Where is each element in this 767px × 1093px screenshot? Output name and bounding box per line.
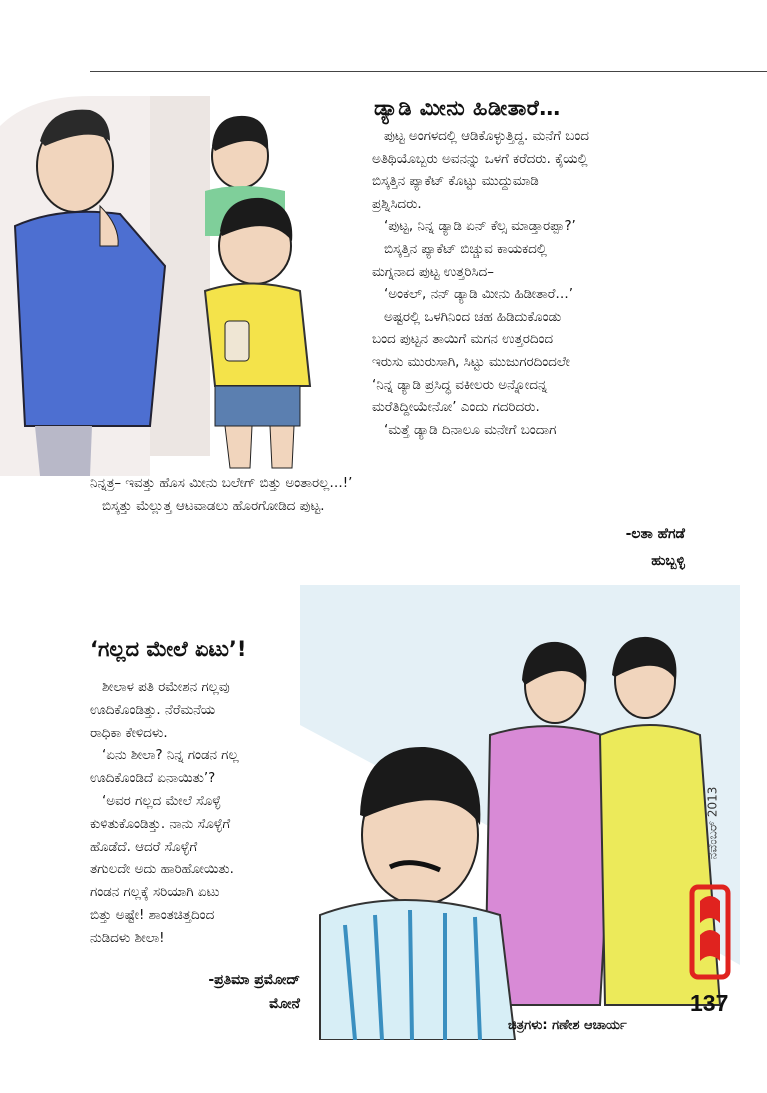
story2-author: -ಪ್ರತಿಮಾ ಪ್ರಮೋದ್ bbox=[208, 972, 300, 988]
story2-line: ಕುಳಿತುಕೊಂಡಿತ್ತು. ನಾನು ಸೊಳ್ಳೆಗೆ bbox=[90, 816, 231, 832]
story1-tail bbox=[90, 472, 690, 518]
story2-line: ಊದಿಕೊಂಡಿತ್ತು. ನೆರೆಮನೆಯ bbox=[90, 702, 216, 718]
story1-line: ಬಿಸ್ಕತ್ತಿನ ಪ್ಯಾಕೆಟ್ ಕೊಟ್ಟು ಮುದ್ದುಮಾಡಿ bbox=[372, 174, 539, 190]
story1-line: ನಿನ್ನತ್ರ– ಇವತ್ತು ಹೊಸ ಮೀನು ಬಲೇಗ್ ಬಿತ್ತು ಅಂತಾರಲ್ಲ…!’ bbox=[90, 476, 353, 491]
story1-body bbox=[372, 126, 684, 442]
story2-byline bbox=[150, 968, 300, 1016]
illustration-husband-and-women bbox=[300, 585, 740, 1040]
magazine-logo-icon bbox=[688, 883, 732, 981]
story2-place: ಮೋನೆ bbox=[269, 996, 300, 1012]
story1-title: ಡ್ಯಾಡಿ ಮೀನು ಹಿಡೀತಾರೆ… bbox=[374, 96, 561, 120]
story2-line: ಗಂಡನ ಗಲ್ಲಕ್ಕೆ ಸರಿಯಾಗಿ ಏಟು bbox=[90, 885, 220, 901]
illustration-credit: ಚಿತ್ರಗಳು: ಗಣೇಶ ಆಚಾರ್ಯ bbox=[508, 1018, 627, 1033]
story2-title: ‘ಗಲ್ಲದ ಮೇಲೆ ಏಟು’! bbox=[90, 637, 247, 661]
story1-line: ಪ್ರಶ್ನಿಸಿದರು. bbox=[372, 196, 422, 212]
top-rule bbox=[90, 71, 767, 72]
story1-line: ಬಿಸ್ಕತ್ತು ಮೆಲ್ಲುತ್ತ ಆಟವಾಡಲು ಹೊರಗೋಡಿದ ಪುಟ್ಟ. bbox=[102, 499, 325, 514]
story1-line: ‘ಮತ್ತೆ ಡ್ಯಾಡಿ ದಿನಾಲೂ ಮನೇಗೆ ಬಂದಾಗ bbox=[384, 422, 557, 438]
story2-body bbox=[90, 677, 314, 951]
issue-date-text: ನವೆಂಬರ್ 2013 bbox=[705, 786, 720, 860]
issue-date bbox=[698, 768, 728, 878]
story2-line: ಹೊಡೆದೆ. ಆದರೆ ಸೊಳ್ಳೆಗೆ bbox=[90, 839, 198, 855]
story2-line: ಊದಿಕೊಂಡಿದೆ ಏನಾಯಿತು’? bbox=[90, 771, 216, 787]
story1-place: ಹುಬ್ಬಳ್ಳಿ bbox=[651, 553, 685, 569]
story1-line: ಮರೆತಿದ್ದೀಯೇನೋ’ ಎಂದು ಗದರಿದರು. bbox=[372, 400, 540, 416]
story2-line: ಬಿತ್ತು ಅಷ್ಟೇ! ಶಾಂತಚಿತ್ತದಿಂದ bbox=[90, 907, 215, 923]
story1-line: ಅಷ್ಟರಲ್ಲಿ ಒಳಗಿನಿಂದ ಚಹ ಹಿಡಿದುಕೊಂಡು bbox=[384, 309, 562, 325]
story1-line: ‘ನಿನ್ನ ಡ್ಯಾಡಿ ಪ್ರಸಿದ್ಧ ವಕೀಲರು ಅನ್ನೋದನ್ನ bbox=[372, 377, 548, 393]
story1-line: ಅತಿಥಿಯೊಬ್ಬರು ಅವನನ್ನು ಒಳಗೆ ಕರೆದರು. ಕೈಯಲ್ಲಿ bbox=[372, 151, 588, 167]
story1-line: ‘ಅಂಕಲ್, ನನ್ ಡ್ಯಾಡಿ ಮೀನು ಹಿಡೀತಾರೆ…’ bbox=[384, 287, 574, 303]
story1-line: ಬಂದ ಪುಟ್ಟನ ತಾಯಿಗೆ ಮಗನ ಉತ್ತರದಿಂದ bbox=[372, 332, 554, 348]
illustration-uncle-and-boy bbox=[0, 96, 360, 476]
story2-line: ನುಡಿದಳು ಶೀಲಾ! bbox=[90, 930, 165, 946]
story2-line: ತಗುಲದೇ ಅದು ಹಾರಿಹೋಯಿತು. bbox=[90, 862, 234, 878]
story1-line: ಬಿಸ್ಕತ್ತಿನ ಪ್ಯಾಕೆಟ್ ಬಿಚ್ಚುವ ಕಾಯಕದಲ್ಲಿ bbox=[384, 241, 547, 257]
story1-author: -ಲತಾ ಹೆಗಡೆ bbox=[625, 526, 685, 542]
story2-line: ‘ಏನು ಶೀಲಾ? ನಿನ್ನ ಗಂಡನ ಗಲ್ಲ bbox=[102, 748, 239, 764]
story2-line: ರಾಧಿಕಾ ಕೇಳಿದಳು. bbox=[90, 725, 168, 741]
story1-line: ಪುಟ್ಟ ಅಂಗಳದಲ್ಲಿ ಆಡಿಕೊಳ್ಳುತ್ತಿದ್ದ. ಮನೆಗೆ ಬಂದ bbox=[384, 129, 589, 144]
story1-byline bbox=[626, 521, 685, 575]
story2-line: ಶೀಲಾಳ ಪತಿ ರಮೇಶನ ಗಲ್ಲವು bbox=[102, 680, 230, 695]
story2-line: ‘ಅವರ ಗಲ್ಲದ ಮೇಲೆ ಸೊಳ್ಳೆ bbox=[102, 793, 221, 809]
story1-line: ‘ಪುಟ್ಟ, ನಿನ್ನ ಡ್ಯಾಡಿ ಏನ್ ಕೆಲ್ಸ ಮಾಡ್ತಾರಪ್ಪಾ?’ bbox=[384, 219, 576, 235]
story1-line: ಮಗ್ನನಾದ ಪುಟ್ಟ ಉತ್ತರಿಸಿದ– bbox=[372, 264, 494, 280]
page-number: 137 bbox=[690, 990, 729, 1016]
story1-line: ಇರುಸು ಮುರುಸಾಗಿ, ಸಿಟ್ಟು ಮುಜುಗರದಿಂದಲೇ bbox=[372, 354, 570, 370]
